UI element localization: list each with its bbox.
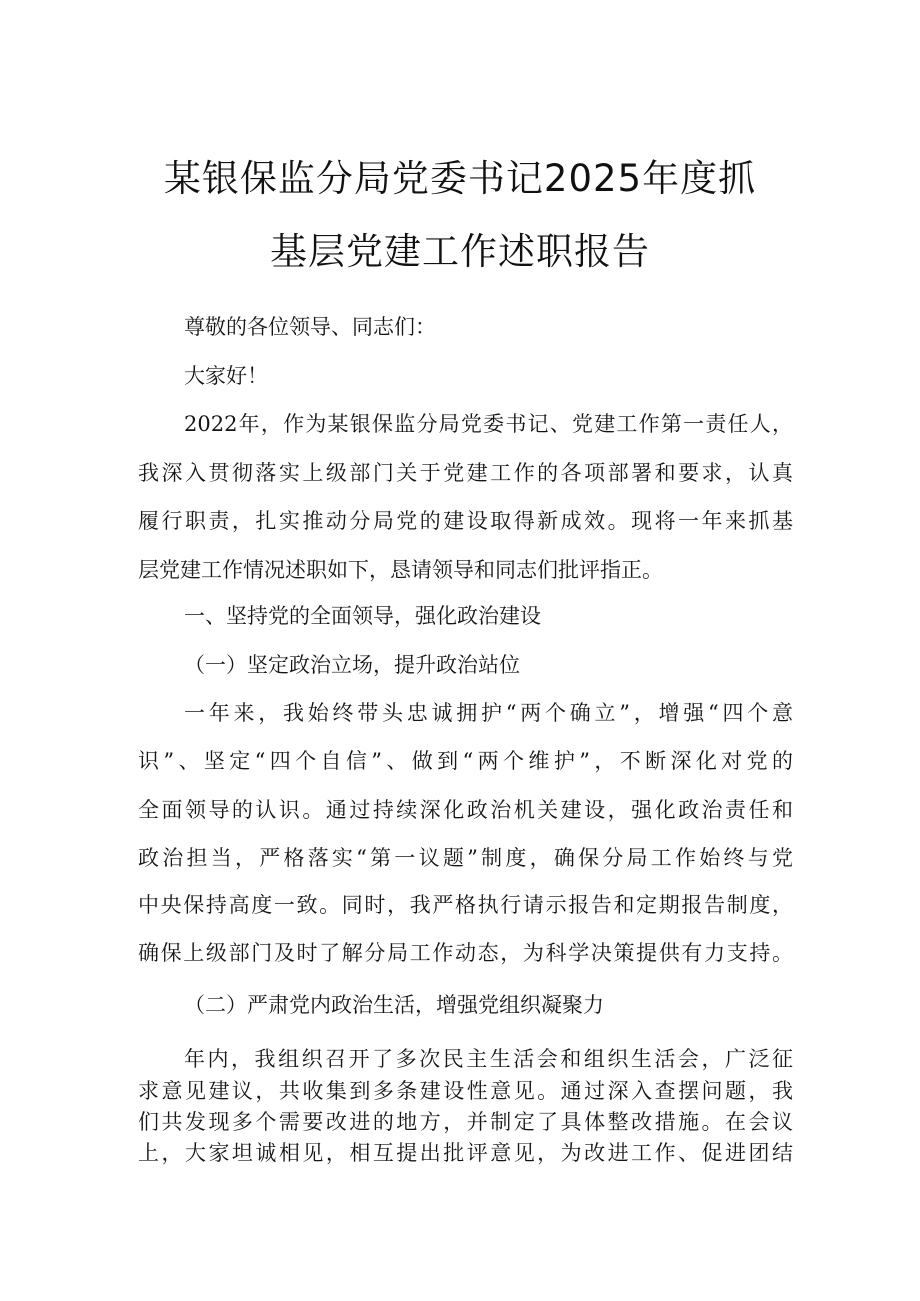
paragraph-line: 求意见建议，共收集到多条建设性意见。通过深入查摆问题，我 bbox=[138, 1079, 793, 1103]
paragraph-line: 上，大家坦诚相见，相互提出批评意见，为改进工作、促进团结 bbox=[138, 1141, 793, 1165]
document-title-line-1: 某银保监分局党委书记2025年度抓 bbox=[163, 157, 757, 200]
document-title-line-2: 基层党建工作述职报告 bbox=[270, 230, 650, 273]
paragraph-line: 全面领导的认识。通过持续深化政治机关建设，强化政治责任和 bbox=[138, 798, 793, 822]
paragraph-line: 识”、坚定“四个自信”、做到“两个维护”，不断深化对党的 bbox=[138, 749, 793, 773]
salutation: 尊敬的各位领导、同志们： bbox=[184, 315, 436, 339]
intro-line: 我深入贯彻落实上级部门关于党建工作的各项部署和要求，认真 bbox=[138, 461, 793, 485]
intro-line: 履行职责，扎实推动分局党的建设取得新成效。现将一年来抓基 bbox=[138, 509, 793, 533]
paragraph-line: 确保上级部门及时了解分局工作动态，为科学决策提供有力支持。 bbox=[138, 941, 793, 965]
paragraph-line: 年内，我组织召开了多次民主生活会和组织生活会，广泛征 bbox=[184, 1047, 793, 1071]
greeting: 大家好！ bbox=[184, 364, 268, 388]
subsection-heading: （一）坚定政治立场，提升政治站位 bbox=[184, 653, 520, 677]
intro-line: 2022年，作为某银保监分局党委书记、党建工作第一责任人， bbox=[184, 412, 793, 436]
section-heading: 一、坚持党的全面领导，强化政治建设 bbox=[184, 604, 541, 628]
intro-line: 层党建工作情况述职如下，恳请领导和同志们批评指正。 bbox=[138, 558, 663, 582]
paragraph-line: 中央保持高度一致。同时，我严格执行请示报告和定期报告制度， bbox=[138, 893, 793, 917]
subsection-heading: （二）严肃党内政治生活，增强党组织凝聚力 bbox=[184, 993, 604, 1017]
paragraph-line: 一年来，我始终带头忠诚拥护“两个确立”，增强“四个意 bbox=[184, 701, 793, 725]
paragraph-line: 们共发现多个需要改进的地方，并制定了具体整改措施。在会议 bbox=[138, 1110, 793, 1134]
paragraph-line: 政治担当，严格落实“第一议题”制度，确保分局工作始终与党 bbox=[138, 846, 793, 870]
